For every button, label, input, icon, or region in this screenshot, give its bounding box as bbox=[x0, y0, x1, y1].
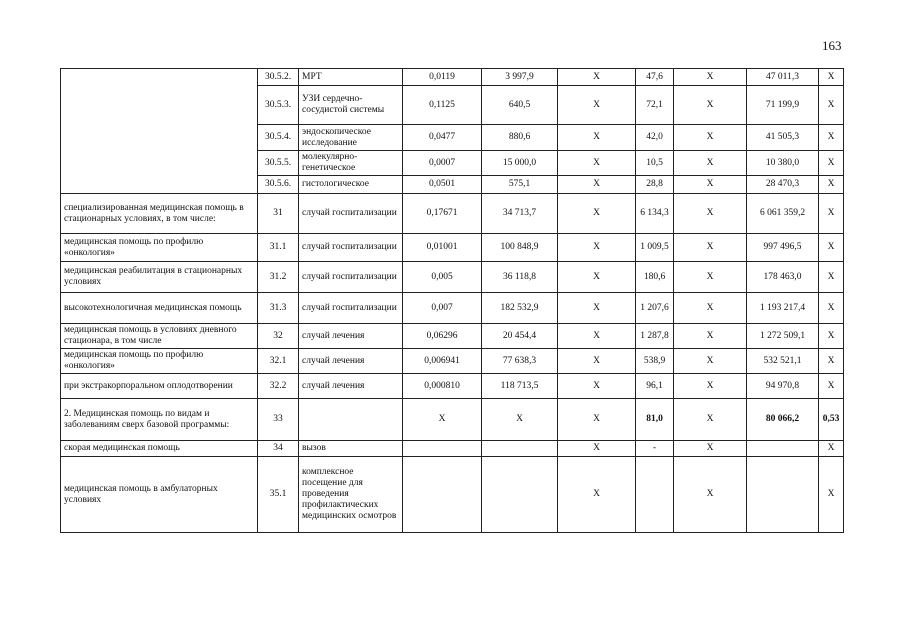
table-row bbox=[61, 262, 844, 293]
table-row bbox=[61, 457, 844, 533]
row-col8: X bbox=[674, 69, 747, 86]
row-norm: 0,06296 bbox=[403, 324, 482, 349]
row-norm bbox=[403, 457, 482, 533]
row-col10: X bbox=[819, 374, 844, 399]
row-code: 34 bbox=[258, 441, 299, 457]
row-unit: вызов bbox=[299, 441, 403, 457]
row-col9: 997 496,5 bbox=[747, 234, 819, 262]
row-col10: X bbox=[819, 151, 844, 176]
row-code: 30.5.5. bbox=[258, 151, 299, 176]
row-col6: X bbox=[558, 125, 636, 151]
row-col6: X bbox=[558, 176, 636, 194]
row-unit: случай госпитализации bbox=[299, 194, 403, 234]
row-code: 30.5.4. bbox=[258, 125, 299, 151]
row-cost: 34 713,7 bbox=[482, 194, 558, 234]
row-col10: X bbox=[819, 86, 844, 125]
row-col9: 532 521,1 bbox=[747, 349, 819, 374]
row-norm: 0,17671 bbox=[403, 194, 482, 234]
row-col9: 71 199,9 bbox=[747, 86, 819, 125]
row-col9: 178 463,0 bbox=[747, 262, 819, 293]
row-unit: случай лечения bbox=[299, 324, 403, 349]
row-unit: эндоскопическое исследование bbox=[299, 125, 403, 151]
row-col7: 180,6 bbox=[636, 262, 674, 293]
row-col8: X bbox=[674, 125, 747, 151]
row-name: медицинская помощь по профилю «онкология» bbox=[61, 234, 258, 262]
row-name bbox=[61, 69, 258, 194]
row-unit: комплексное посещение для проведения профилактических медицинских осмотров bbox=[299, 457, 403, 533]
row-cost: X bbox=[482, 399, 558, 441]
row-col10: X bbox=[819, 293, 844, 324]
row-col9: 47 011,3 bbox=[747, 69, 819, 86]
row-name: при экстракорпоральном оплодотворении bbox=[61, 374, 258, 399]
row-code: 30.5.3. bbox=[258, 86, 299, 125]
row-unit: молекулярно-генетическое bbox=[299, 151, 403, 176]
row-col8: X bbox=[674, 86, 747, 125]
row-col7: 72,1 bbox=[636, 86, 674, 125]
row-unit: гистологическое bbox=[299, 176, 403, 194]
row-norm bbox=[403, 441, 482, 457]
row-name: специализированная медицинская помощь в стационарных условиях, в том числе: bbox=[61, 194, 258, 234]
row-col6: X bbox=[558, 293, 636, 324]
row-cost: 3 997,9 bbox=[482, 69, 558, 86]
row-col7: 81,0 bbox=[636, 399, 674, 441]
row-col10: X bbox=[819, 194, 844, 234]
row-name: медицинская помощь в амбулаторных условиях bbox=[61, 457, 258, 533]
row-cost: 118 713,5 bbox=[482, 374, 558, 399]
row-name: высокотехнологичная медицинская помощь bbox=[61, 293, 258, 324]
row-unit: УЗИ сердечно-сосудистой системы bbox=[299, 86, 403, 125]
row-col10: X bbox=[819, 349, 844, 374]
row-col6: X bbox=[558, 86, 636, 125]
row-col6: X bbox=[558, 457, 636, 533]
row-norm: 0,1125 bbox=[403, 86, 482, 125]
row-col10: X bbox=[819, 457, 844, 533]
row-col10: X bbox=[819, 176, 844, 194]
row-name: медицинская реабилитация в стационарных условиях bbox=[61, 262, 258, 293]
row-col7: 42,0 bbox=[636, 125, 674, 151]
row-col9: 6 061 359,2 bbox=[747, 194, 819, 234]
row-col7: 538,9 bbox=[636, 349, 674, 374]
row-norm: X bbox=[403, 399, 482, 441]
table-row bbox=[61, 69, 844, 86]
row-col6: X bbox=[558, 324, 636, 349]
row-col9 bbox=[747, 441, 819, 457]
row-unit bbox=[299, 399, 403, 441]
row-code: 31.2 bbox=[258, 262, 299, 293]
row-col8: X bbox=[674, 349, 747, 374]
row-cost: 36 118,8 bbox=[482, 262, 558, 293]
row-col7: 10,5 bbox=[636, 151, 674, 176]
row-col9: 80 066,2 bbox=[747, 399, 819, 441]
row-cost bbox=[482, 441, 558, 457]
row-code: 31.3 bbox=[258, 293, 299, 324]
row-code: 30.5.2. bbox=[258, 69, 299, 86]
row-col8: X bbox=[674, 151, 747, 176]
row-col8: X bbox=[674, 234, 747, 262]
row-cost: 640,5 bbox=[482, 86, 558, 125]
row-col9 bbox=[747, 457, 819, 533]
tariff-table bbox=[60, 68, 844, 533]
row-code: 30.5.6. bbox=[258, 176, 299, 194]
row-col7: 28,8 bbox=[636, 176, 674, 194]
table-row bbox=[61, 349, 844, 374]
row-col10: X bbox=[819, 234, 844, 262]
row-col7: 1 009,5 bbox=[636, 234, 674, 262]
table-row bbox=[61, 234, 844, 262]
row-norm: 0,007 bbox=[403, 293, 482, 324]
row-col9: 1 193 217,4 bbox=[747, 293, 819, 324]
row-col9: 10 380,0 bbox=[747, 151, 819, 176]
row-cost: 15 000,0 bbox=[482, 151, 558, 176]
row-norm: 0,000810 bbox=[403, 374, 482, 399]
row-unit: случай лечения bbox=[299, 374, 403, 399]
row-norm: 0,0501 bbox=[403, 176, 482, 194]
row-unit: случай госпитализации bbox=[299, 262, 403, 293]
row-col7: 96,1 bbox=[636, 374, 674, 399]
row-col6: X bbox=[558, 194, 636, 234]
row-name: скорая медицинская помощь bbox=[61, 441, 258, 457]
row-col9: 28 470,3 bbox=[747, 176, 819, 194]
row-norm: 0,0119 bbox=[403, 69, 482, 86]
table-row bbox=[61, 399, 844, 441]
row-unit: случай госпитализации bbox=[299, 293, 403, 324]
row-col8: X bbox=[674, 374, 747, 399]
row-name: 2. Медицинская помощь по видам и заболеваниям сверх базовой программы: bbox=[61, 399, 258, 441]
row-unit: МРТ bbox=[299, 69, 403, 86]
row-col7: 6 134,3 bbox=[636, 194, 674, 234]
row-col8: X bbox=[674, 262, 747, 293]
row-col7 bbox=[636, 457, 674, 533]
row-col6: X bbox=[558, 69, 636, 86]
row-cost bbox=[482, 457, 558, 533]
row-name: медицинская помощь по профилю «онкология» bbox=[61, 349, 258, 374]
table-row bbox=[61, 374, 844, 399]
row-code: 32 bbox=[258, 324, 299, 349]
row-col6: X bbox=[558, 262, 636, 293]
row-col10: X bbox=[819, 262, 844, 293]
row-col10: X bbox=[819, 324, 844, 349]
row-cost: 880,6 bbox=[482, 125, 558, 151]
row-col6: X bbox=[558, 441, 636, 457]
row-code: 32.2 bbox=[258, 374, 299, 399]
row-col9: 94 970,8 bbox=[747, 374, 819, 399]
row-code: 33 bbox=[258, 399, 299, 441]
row-col10: X bbox=[819, 441, 844, 457]
row-col8: X bbox=[674, 324, 747, 349]
row-norm: 0,0477 bbox=[403, 125, 482, 151]
row-col10: 0,53 bbox=[819, 399, 844, 441]
row-col7: 1 207,6 bbox=[636, 293, 674, 324]
row-cost: 100 848,9 bbox=[482, 234, 558, 262]
row-col6: X bbox=[558, 234, 636, 262]
row-col8: X bbox=[674, 293, 747, 324]
row-col7: 47,6 bbox=[636, 69, 674, 86]
row-col6: X bbox=[558, 349, 636, 374]
row-name: медицинская помощь в условиях дневного стационара, в том числе bbox=[61, 324, 258, 349]
row-unit: случай лечения bbox=[299, 349, 403, 374]
row-col6: X bbox=[558, 151, 636, 176]
row-col8: X bbox=[674, 176, 747, 194]
row-cost: 20 454,4 bbox=[482, 324, 558, 349]
row-col6: X bbox=[558, 399, 636, 441]
row-norm: 0,0007 bbox=[403, 151, 482, 176]
row-col7: 1 287,8 bbox=[636, 324, 674, 349]
row-norm: 0,005 bbox=[403, 262, 482, 293]
table-row bbox=[61, 441, 844, 457]
row-col9: 1 272 509,1 bbox=[747, 324, 819, 349]
row-cost: 182 532,9 bbox=[482, 293, 558, 324]
row-unit: случай госпитализации bbox=[299, 234, 403, 262]
row-col7: - bbox=[636, 441, 674, 457]
row-norm: 0,006941 bbox=[403, 349, 482, 374]
row-norm: 0,01001 bbox=[403, 234, 482, 262]
row-col8: X bbox=[674, 194, 747, 234]
row-col8: X bbox=[674, 399, 747, 441]
row-col10: X bbox=[819, 125, 844, 151]
row-code: 35.1 bbox=[258, 457, 299, 533]
row-cost: 77 638,3 bbox=[482, 349, 558, 374]
table-row bbox=[61, 324, 844, 349]
row-col8: X bbox=[674, 457, 747, 533]
row-code: 31 bbox=[258, 194, 299, 234]
row-code: 31.1 bbox=[258, 234, 299, 262]
row-col9: 41 505,3 bbox=[747, 125, 819, 151]
row-col10: X bbox=[819, 69, 844, 86]
row-code: 32.1 bbox=[258, 349, 299, 374]
page-number: 163 bbox=[822, 38, 842, 53]
row-col6: X bbox=[558, 374, 636, 399]
row-col8: X bbox=[674, 441, 747, 457]
table-row bbox=[61, 194, 844, 234]
row-cost: 575,1 bbox=[482, 176, 558, 194]
table-row bbox=[61, 293, 844, 324]
